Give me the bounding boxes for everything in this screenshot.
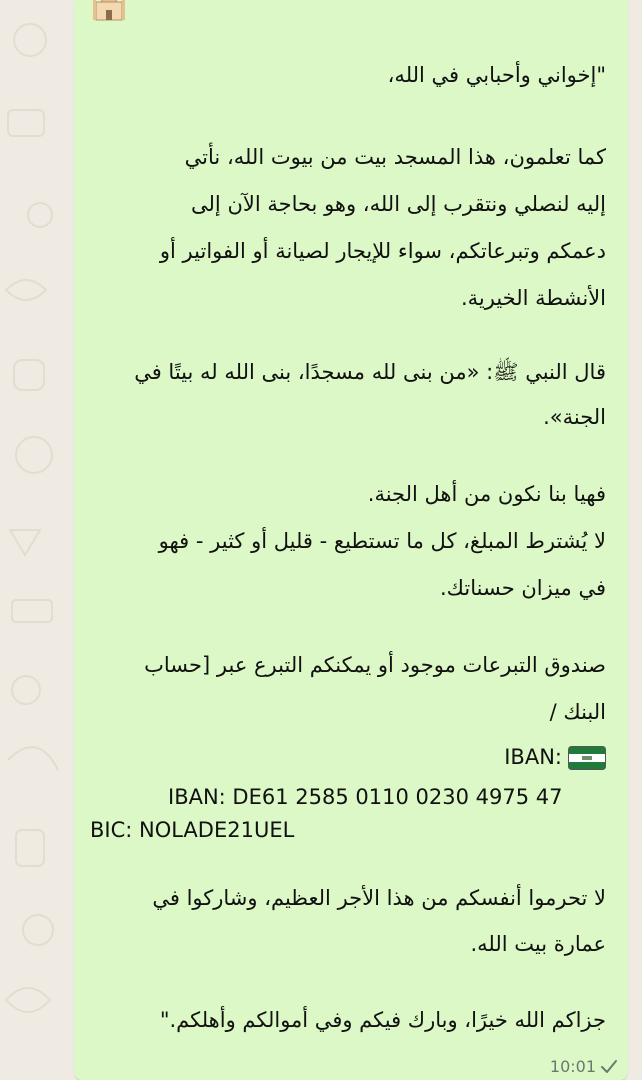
message-text-line: الأنشطة الخيرية. xyxy=(460,286,606,310)
message-text-line: في ميزان حسناتك. xyxy=(440,576,606,600)
message-text-line: فهيا بنا نكون من أهل الجنة. xyxy=(367,482,606,506)
message-text-line: كما تعلمون، هذا المسجد بيت من بيوت الله، نأتي xyxy=(184,145,606,169)
message-text-line: البنك / xyxy=(549,700,606,724)
message-text-line: قال النبي ﷺ: «من بنى لله مسجدًا، بنى الله له بيتًا في xyxy=(134,360,606,384)
message-text-line: لا تحرموا أنفسكم من هذا الأجر العظيم، وشاركوا في xyxy=(152,886,606,910)
iban-label: :IBAN xyxy=(504,745,562,769)
message-meta xyxy=(550,1057,618,1076)
iban-heading xyxy=(504,745,606,770)
message-text-line: الجنة». xyxy=(543,405,606,429)
message-text-line: دعمكم وتبرعاتكم، سواء للإيجار لصيانة أو الفواتير أو xyxy=(159,239,606,263)
iban-number[interactable]: IBAN: DE61 2585 0110 0230 4975 47 xyxy=(168,785,563,809)
card-icon xyxy=(568,746,606,770)
message-text-line: "إخواني وأحبابي في الله، xyxy=(387,63,606,87)
single-check-icon xyxy=(600,1059,618,1075)
bic-code[interactable]: BIC: NOLADE21UEL xyxy=(90,818,295,842)
message-time: 10:01 xyxy=(549,1057,596,1076)
message-bubble[interactable] xyxy=(74,0,628,1080)
message-text-line: جزاكم الله خيرًا، وبارك فيكم وفي أموالكم وأهلكم." xyxy=(159,1008,606,1032)
message-text-line: لا يُشترط المبلغ، كل ما تستطيع - قليل أو كثير - فهو xyxy=(158,529,606,553)
message-text-line: عمارة بيت الله. xyxy=(470,932,606,956)
message-text-line: صندوق التبرعات موجود أو يمكنكم التبرع عبر [حساب xyxy=(144,653,606,677)
mosque-icon xyxy=(92,0,126,22)
chat-wallpaper-pattern xyxy=(0,0,74,1080)
message-text-line: إليه لنصلي ونتقرب إلى الله، وهو بحاجة الآن إلى xyxy=(191,192,606,216)
